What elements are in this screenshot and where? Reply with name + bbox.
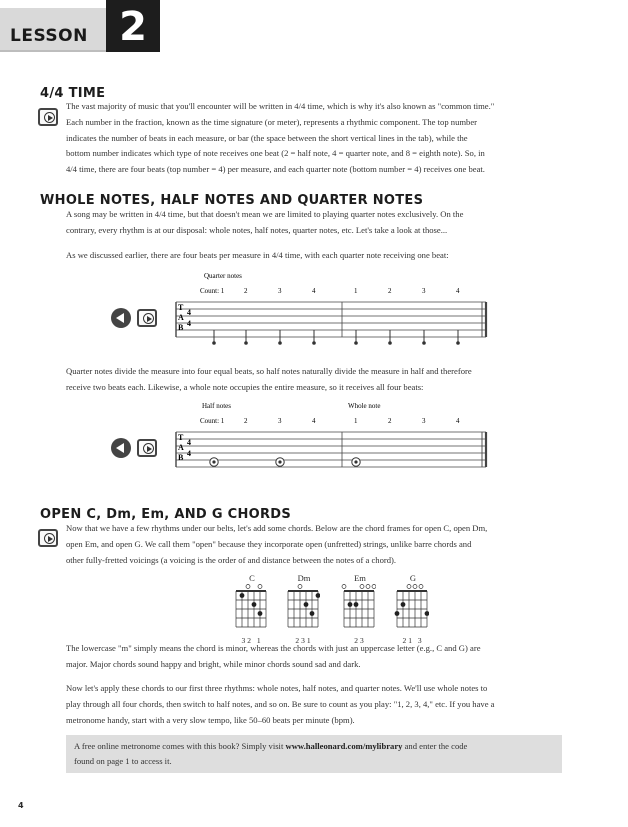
tab-letter-a: A bbox=[178, 313, 184, 322]
paragraph-half-whole bbox=[66, 364, 586, 396]
audio-play-icon[interactable] bbox=[137, 309, 157, 327]
finger-dot bbox=[258, 611, 263, 616]
paragraph-note-values bbox=[66, 207, 586, 239]
text-line: receive two beats each. Likewise, a whole note occupies the entire measure, so it receives all four beats: bbox=[66, 381, 424, 392]
quarter-note bbox=[312, 341, 316, 345]
tab-letter-t: T bbox=[178, 433, 184, 442]
count-prefix: Count: 1 bbox=[200, 417, 225, 425]
quarter-note bbox=[354, 341, 358, 345]
chord-name: Dm bbox=[297, 573, 311, 583]
count-label: 1 bbox=[354, 287, 358, 295]
count-prefix: Count: 1 bbox=[200, 287, 225, 295]
text-line: Now that we have a few rhythms under our belts, let's add some chords. Below are the chord frames for open C, open Dm, bbox=[66, 523, 488, 533]
chord-fingering: 23 bbox=[354, 636, 366, 645]
paragraph-quarter-intro bbox=[66, 248, 586, 264]
section-heading-open-chords: OPEN C, Dm, Em, AND G CHORDS bbox=[40, 507, 292, 522]
tab-example-quarter-notes bbox=[170, 268, 490, 351]
chord-fingering: 231 bbox=[295, 636, 313, 645]
quarter-note bbox=[244, 341, 248, 345]
count-label: 2 bbox=[388, 287, 392, 295]
count-label: 2 bbox=[244, 287, 248, 295]
quarter-note bbox=[388, 341, 392, 345]
text-line: major. Major chords sound happy and bright, while minor chords sound sad and dark. bbox=[66, 658, 361, 669]
tab-letter-b: B bbox=[178, 453, 184, 462]
text-line: bottom number indicates which type of note receives one beat (2 = half note, 4 = quarter note, and 8 = eighth note). So, in bbox=[66, 148, 485, 159]
audio-play-icon[interactable] bbox=[137, 439, 157, 457]
count-label: 3 bbox=[422, 287, 426, 295]
count-label: 4 bbox=[456, 417, 460, 425]
finger-dot bbox=[425, 611, 429, 616]
callout-text: found on page 1 to access it. bbox=[74, 756, 172, 766]
open-string-marker bbox=[360, 585, 364, 589]
time-sig-bottom: 4 bbox=[187, 319, 191, 328]
chord-name: Em bbox=[354, 573, 366, 583]
tab-letter-b: B bbox=[178, 323, 184, 332]
paragraph-4-4-time bbox=[66, 99, 586, 178]
text-line: other fully-fretted voicings (a voicing is the order of and distance between the notes of a chord). bbox=[66, 554, 397, 565]
example-label-whole-note: Whole note bbox=[348, 402, 381, 410]
tab-letter-t: T bbox=[178, 303, 184, 312]
text-line: Now let's apply these chords to our first three rhythms: whole notes, half notes, and quarter notes. We'll use whole notes to bbox=[66, 683, 488, 693]
chord-grid bbox=[393, 583, 429, 631]
text-line: Quarter notes divide the measure into four equal beats, so half notes naturally divide the measure in half and therefore bbox=[66, 366, 472, 376]
half-note-center bbox=[278, 460, 281, 463]
open-string-marker bbox=[407, 585, 411, 589]
count-label: 3 bbox=[278, 417, 282, 425]
time-sig-top: 4 bbox=[187, 438, 191, 447]
chord-name: C bbox=[249, 573, 255, 583]
finger-dot bbox=[354, 602, 359, 607]
chord-grid bbox=[340, 583, 376, 631]
section-heading-note-values: WHOLE NOTES, HALF NOTES AND QUARTER NOTES bbox=[40, 193, 424, 208]
chord-grid bbox=[232, 583, 268, 631]
speaker-icon[interactable] bbox=[111, 308, 131, 328]
callout-text: A free online metronome comes with this book? Simply visit bbox=[74, 741, 286, 751]
speaker-icon[interactable] bbox=[111, 438, 131, 458]
open-string-marker bbox=[258, 585, 262, 589]
example-label-quarter-notes: Quarter notes bbox=[204, 272, 242, 280]
quarter-note bbox=[212, 341, 216, 345]
page-number: 4 bbox=[18, 801, 24, 810]
whole-note-center bbox=[354, 460, 357, 463]
count-label: 2 bbox=[244, 417, 248, 425]
text-line: The lowercase "m" simply means the chord is minor, whereas the chords with just an uppercase letter (e.g., C and G) are bbox=[66, 643, 481, 653]
tab-example-half-whole-notes bbox=[170, 398, 490, 481]
chord-grid bbox=[284, 583, 320, 631]
count-label: 3 bbox=[278, 287, 282, 295]
paragraph-open-chords bbox=[66, 521, 586, 568]
finger-dot bbox=[252, 602, 257, 607]
open-string-marker bbox=[342, 585, 346, 589]
quarter-note bbox=[456, 341, 460, 345]
finger-dot bbox=[240, 593, 245, 598]
audio-play-icon[interactable] bbox=[38, 108, 58, 126]
count-label: 2 bbox=[388, 417, 392, 425]
audio-play-icon[interactable] bbox=[38, 529, 58, 547]
open-string-marker bbox=[246, 585, 250, 589]
text-line: open Em, and open G. We call them "open" because they incorporate open (unfretted) strings, unlike barre chords and bbox=[66, 538, 472, 549]
text-line: As we discussed earlier, there are four beats per measure in 4/4 time, with each quarter note receiving one beat: bbox=[66, 250, 449, 260]
text-line: Each number in the fraction, known as the time signature (or meter), represents a rhythmic component. The top number bbox=[66, 116, 478, 127]
quarter-note bbox=[278, 341, 282, 345]
count-label: 4 bbox=[312, 287, 316, 295]
text-line: metronome handy, start with a very slow tempo, like 50–60 beats per minute (bpm). bbox=[66, 714, 355, 725]
chord-frame-dm bbox=[284, 573, 324, 645]
section-heading-4-4-time: 4/4 TIME bbox=[40, 86, 106, 101]
example-label-half-notes: Half notes bbox=[202, 402, 231, 410]
chord-fingering: 32 1 bbox=[241, 636, 263, 645]
library-link[interactable]: www.halleonard.com/mylibrary bbox=[285, 741, 403, 751]
open-string-marker bbox=[372, 585, 376, 589]
chord-name: G bbox=[409, 573, 417, 583]
open-string-marker bbox=[366, 585, 370, 589]
chord-frame-em bbox=[340, 573, 380, 645]
finger-dot bbox=[310, 611, 315, 616]
chord-fingering: 21 3 bbox=[402, 636, 424, 645]
tab-letter-a: A bbox=[178, 443, 184, 452]
paragraph-apply-chords bbox=[66, 681, 586, 728]
text-line: 4/4 time, there are four beats (top number = 4) per measure, and each quarter note (bottom number = 4) receives one beat. bbox=[66, 164, 485, 175]
text-line: contrary, every rhythm is at our disposal: whole notes, half notes, quarter notes, etc. Let's take a look at those... bbox=[66, 224, 448, 235]
open-string-marker bbox=[298, 585, 302, 589]
count-label: 4 bbox=[456, 287, 460, 295]
lesson-label: LESSON bbox=[10, 26, 88, 46]
callout-text: and enter the code bbox=[402, 741, 468, 751]
text-line: play through all four chords, then switch to half notes, and so on. Be sure to count as you play: "1, 2, 3, 4," etc. If you have a bbox=[66, 698, 495, 709]
half-note-center bbox=[212, 460, 215, 463]
time-sig-top: 4 bbox=[187, 308, 191, 317]
text-line: A song may be written in 4/4 time, but that doesn't mean we are limited to playing quarter notes exclusively. On the bbox=[66, 209, 464, 219]
text-line: The vast majority of music that you'll encounter will be written in 4/4 time, which is why it's also known as "common time." bbox=[66, 101, 495, 111]
metronome-callout bbox=[66, 735, 562, 773]
count-label: 4 bbox=[312, 417, 316, 425]
open-string-marker bbox=[419, 585, 423, 589]
finger-dot bbox=[316, 593, 320, 598]
chord-frame-g bbox=[393, 573, 433, 645]
text-line: indicates the number of beats in each measure, or bar (the space between the short vertical lines in the tab), while the bbox=[66, 132, 468, 143]
quarter-note bbox=[422, 341, 426, 345]
paragraph-minor-major bbox=[66, 641, 586, 673]
count-label: 1 bbox=[354, 417, 358, 425]
finger-dot bbox=[304, 602, 309, 607]
lesson-number: 2 bbox=[119, 4, 147, 50]
count-label: 3 bbox=[422, 417, 426, 425]
chord-frame-c bbox=[232, 573, 272, 645]
time-sig-bottom: 4 bbox=[187, 449, 191, 458]
finger-dot bbox=[348, 602, 353, 607]
open-string-marker bbox=[413, 585, 417, 589]
finger-dot bbox=[401, 602, 406, 607]
finger-dot bbox=[395, 611, 400, 616]
